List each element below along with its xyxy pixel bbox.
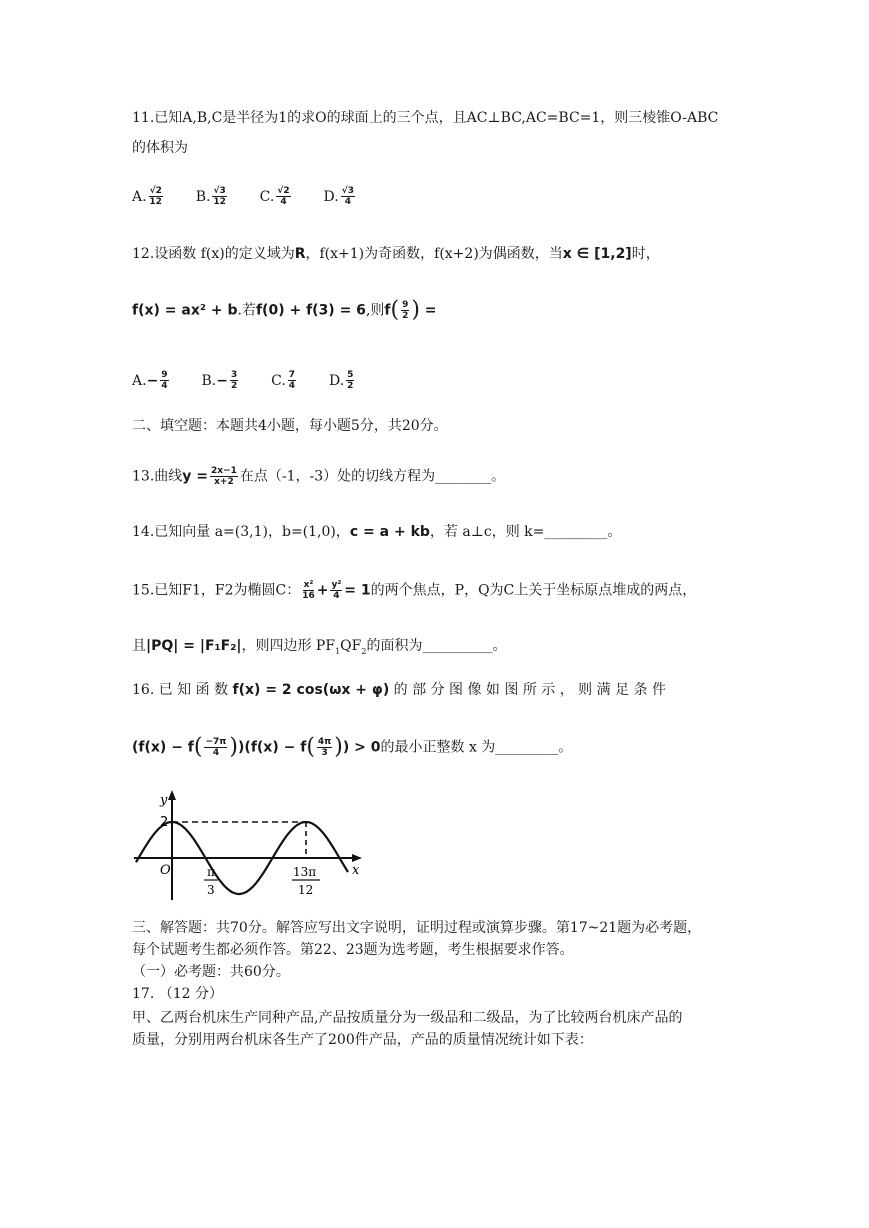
q16-line2: (f(x) − f( $\frac{-7\pi}{4}$ ))(f(x) − f( $\frac{4\pi}{3}$ )) > 0的最小正整数 x 为_________。 — [132, 734, 573, 760]
q16-line1: 16. 已 知 函 数 f(x) = 2 cos(ωx + φ) 的 部 分 图 像 如 图 所 示 ， 则 满 足 条 件 — [132, 682, 666, 698]
q11-option-b: B. $\frac{√3}{12}$ — [195, 186, 226, 207]
y-axis-arrow — [168, 790, 176, 800]
q11-option-c: C. $\frac{√2}{4}$ — [259, 186, 290, 207]
q12-options — [132, 370, 356, 391]
q17-line2: 质量，分别用两台机床各生产了200件产品，产品的质量情况统计如下表： — [132, 1032, 593, 1048]
cosine-graph — [130, 788, 370, 908]
x-axis-label: x — [352, 863, 360, 878]
q14: 14.已知向量 a=(3,1)，b=(1,0)，c = a + kb，若 a⊥c，则 k=_________。 — [132, 524, 622, 540]
q12-option-a: A.− $\frac{9}{4}$ — [132, 370, 168, 391]
q12-line2: f(x) = ax² + b.若f(0) + f(3) = 6,则f( $\frac{9}{2}$ ) = — [132, 297, 437, 323]
y-axis-label: y — [160, 793, 168, 808]
origin-label: O — [160, 863, 171, 878]
q17-heading: 17. （12 分） — [132, 986, 223, 1002]
q12-line1: 12.设函数 f(x)的定义域为R，f(x+1)为奇函数，f(x+2)为偶函数，当x ∈ [1,2]时， — [132, 246, 660, 262]
q12-option-c: C. $\frac{7}{4}$ — [271, 370, 296, 391]
x-tick-13pi-12-num: 13π — [293, 865, 317, 879]
section2-heading: 二、填空题：本题共4小题，每小题5分，共20分。 — [132, 418, 448, 434]
q15-line2: 且|PQ| = |F₁F₂|，则四边形 $PF_1QF_2$的面积为__________。 — [132, 638, 507, 656]
q15-line1: 15.已知F1，F2为椭圆C： $\frac{\text{x²}}{16}$ + $\frac{\text{y²}}{4}$ = 1的两个焦点，P，Q为C上关于坐标原点堆成的两点， — [132, 580, 697, 601]
x-axis-arrow — [352, 854, 362, 862]
x-tick-13pi-12-den: 12 — [298, 883, 314, 897]
q11-option-d: D. $\frac{√3}{4}$ — [323, 186, 354, 207]
x-tick-pi-3-den: 3 — [207, 883, 215, 897]
x-tick-pi-3-num: π — [207, 865, 215, 879]
q11-line2: 的体积为 — [132, 140, 188, 156]
q12-option-d: D. $\frac{5}{2}$ — [328, 370, 354, 391]
q11-line1: 11.已知A,B,C是半径为1的求O的球面上的三个点，且AC⊥BC,AC=BC=1，则三棱锥O-ABC — [132, 110, 719, 126]
q11-option-a: A. $\frac{√2}{12}$ — [132, 186, 162, 207]
q17-line1: 甲、乙两台机床生产同种产品,产品按质量分为一级品和二级品，为了比较两台机床产品的 — [132, 1010, 683, 1026]
section3-line3: （一）必考题：共60分。 — [132, 964, 290, 980]
section3-line2: 每个试题考生都必须作答。第22、23题为选考题，考生根据要求作答。 — [132, 942, 574, 958]
y-tick-2: 2 — [160, 815, 169, 830]
section3-line1: 三、解答题：共70分。解答应写出文字说明，证明过程或演算步骤。第17~21题为必考题， — [132, 920, 702, 936]
q13: 13.曲线y = $\frac{2x-1}{x+2}$ 在点（-1，-3）处的切线方程为________。 — [132, 466, 506, 487]
q12-option-b: B.− $\frac{3}{2}$ — [201, 370, 238, 391]
q11-options — [132, 186, 357, 207]
